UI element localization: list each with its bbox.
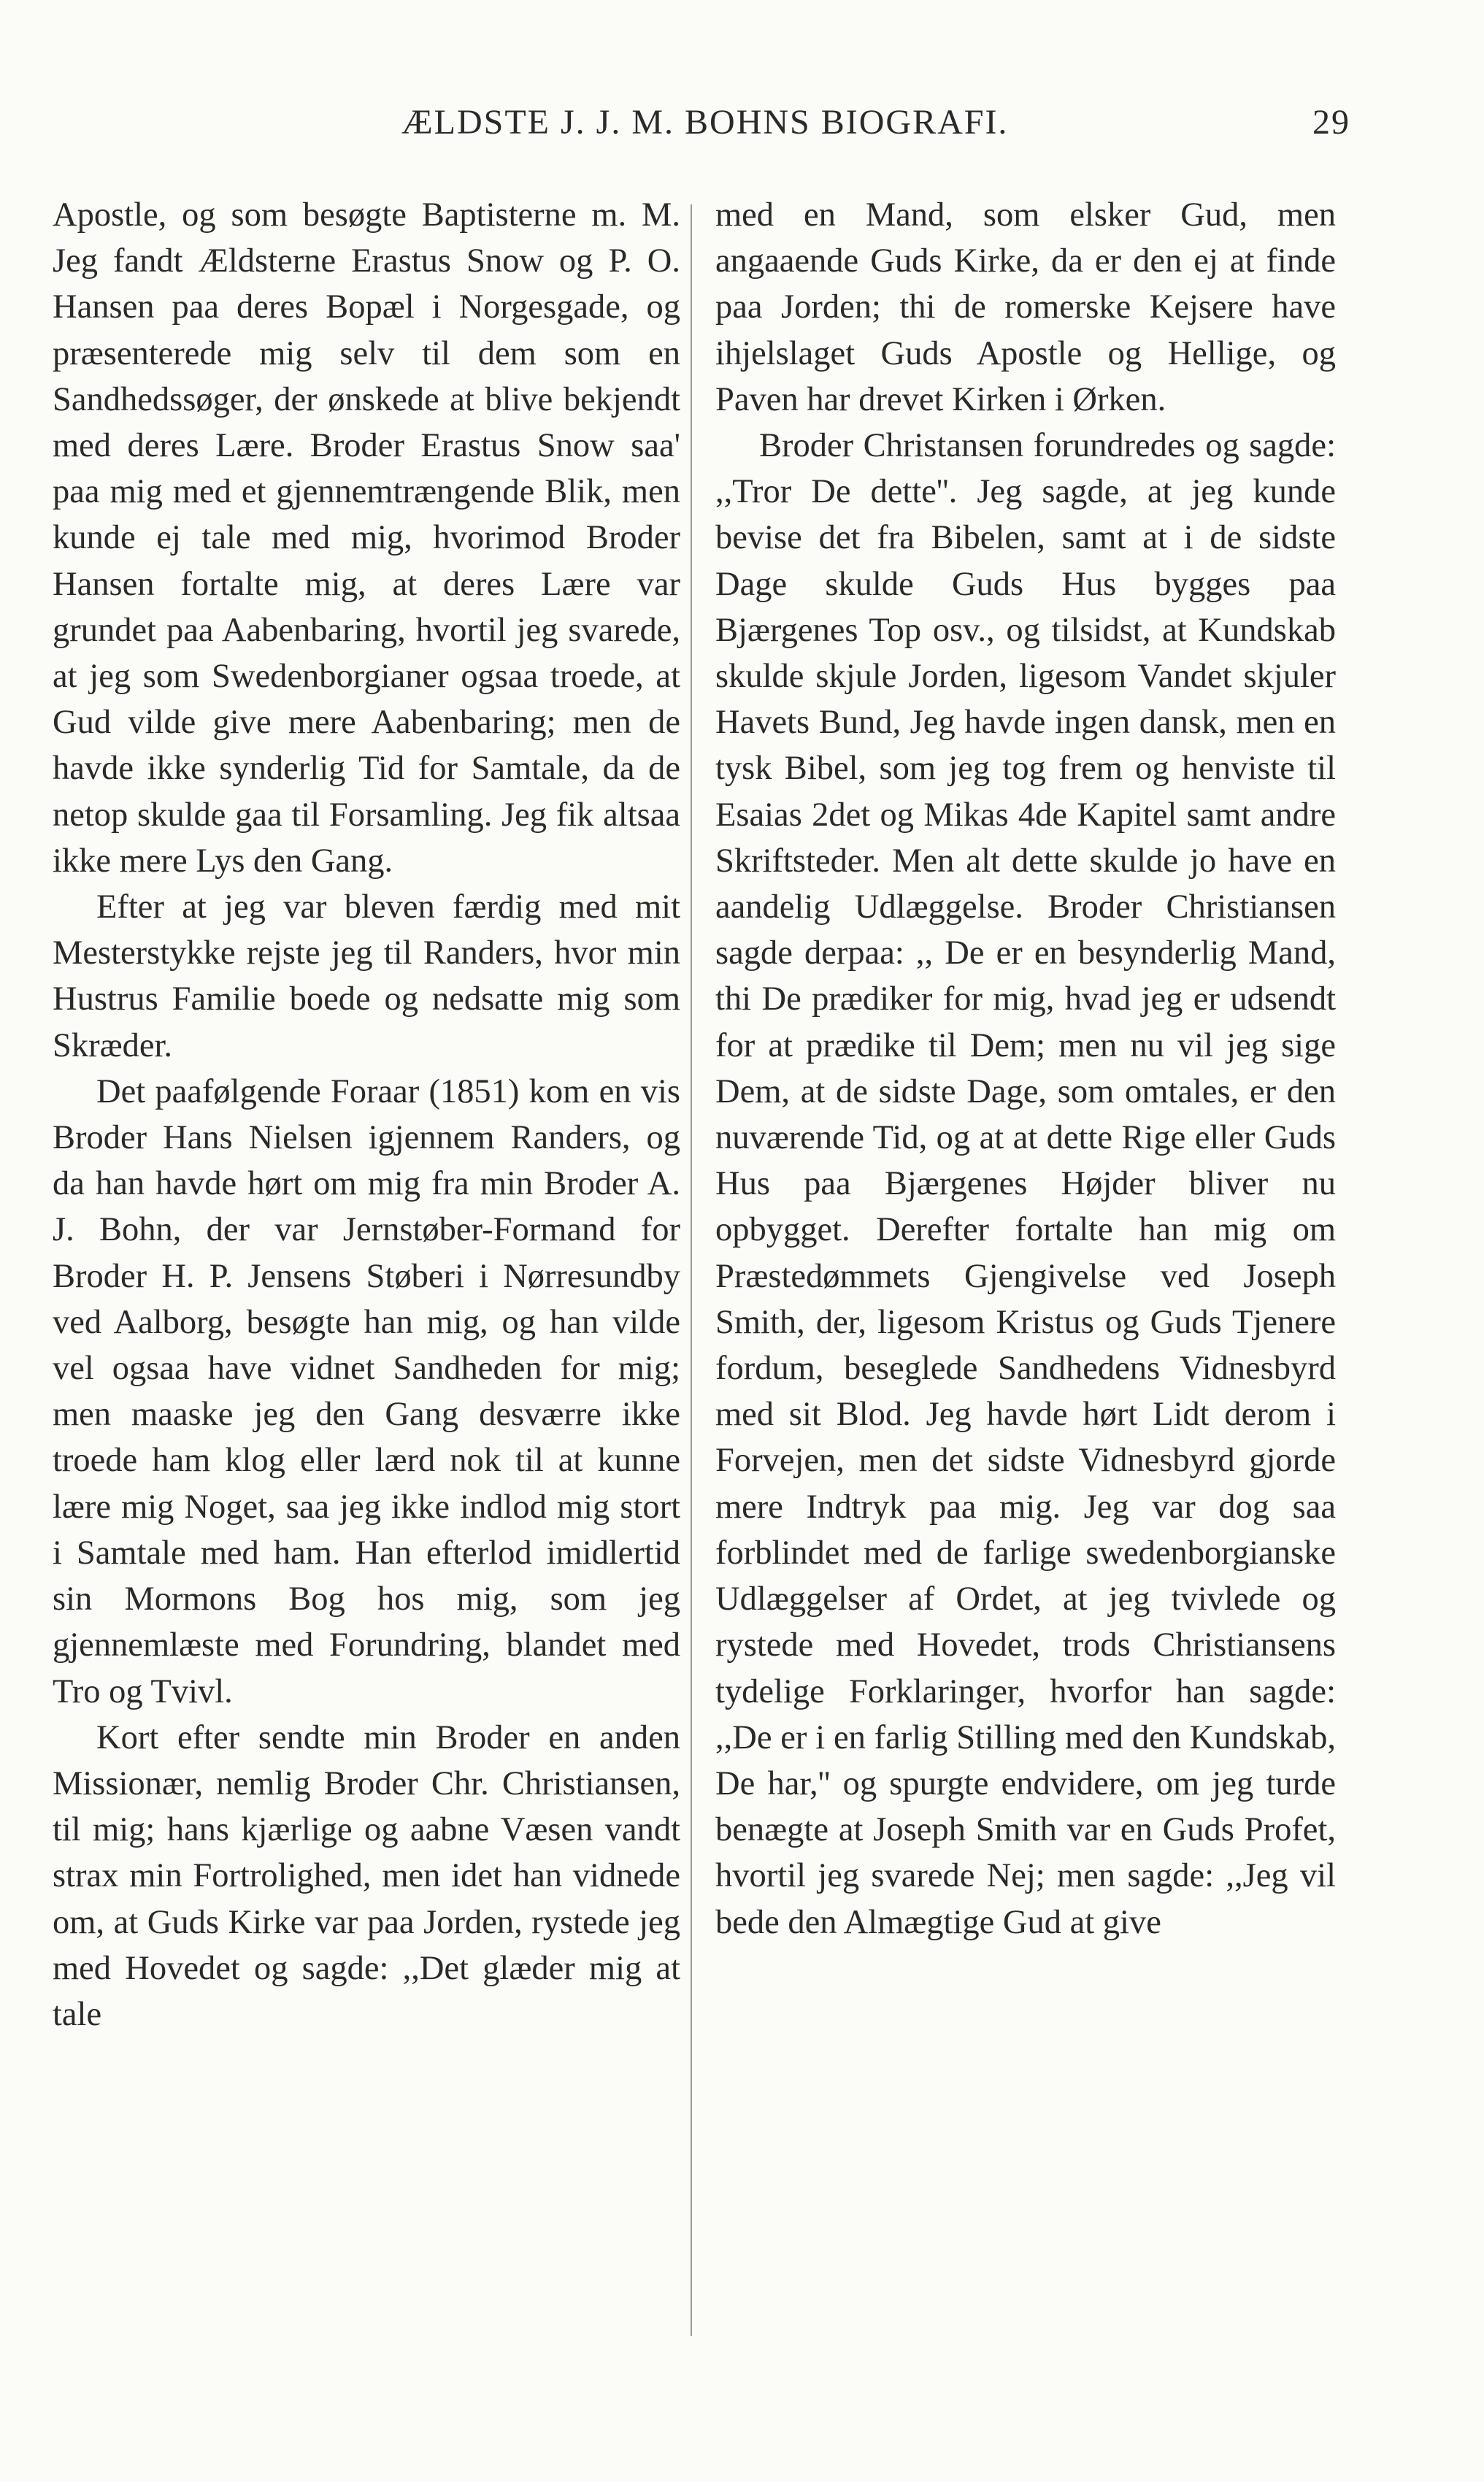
paragraph: Apostle, og som besøgte Baptisterne m. M. Jeg fandt Ældsterne Erastus Snow og P. O. Hansen paa deres Bopæl i Norgesgade, og præsenterede mig selv til dem som en Sandhedssøger, der ønskede at blive bekjendt med deres Lære. Broder Erastus Snow saa' paa mig med et gjennemtrængende Blik, men kunde ej tale med mig, hvorimod Broder Hansen fortalte mig, at deres Lære var grundet paa Aabenbaring, hvortil jeg svarede, at jeg som Swedenborgianer ogsaa troede, at Gud vilde give mere Aabenbaring; men de havde ikke synderlig Tid for Samtale, da de netop skulde gaa til Forsamling. Jeg fik altsaa ikke mere Lys den Gang. [53,196,680,880]
paragraph: Broder Christansen forundredes og sagde: ,,Tror De dette''. Jeg sagde, at jeg kunde bevise det fra Bibelen, samt at i de sidste Dage skulde Guds Hus bygges paa Bjærgenes Top osv., og tilsidst, at Kundskab skulde skjule Jorden, ligesom Vandet skjuler Havets Bund, Jeg havde ingen dansk, men en tysk Bibel, som jeg tog frem og henviste til Esaias 2det og Mikas 4de Kapitel samt andre Skriftsteder. Men alt dette skulde jo have en aandelig Udlæggelse. Broder Christiansen sagde derpaa: ,, De er en besynderlig Mand, thi De prædiker for mig, hvad jeg er udsendt for at prædike til Dem; men nu vil jeg sige Dem, at de sidste Dage, som omtales, er den nuværende Tid, og at at dette Rige eller Guds Hus paa Bjærgenes Højder bliver nu opbygget. Derefter fortalte han mig om Præstedømmets Gjengivelse ved Joseph Smith, der, ligesom Kristus og Guds Tjenere fordum, beseglede Sandhedens Vidnesbyrd med sit Blod. Jeg havde hørt Lidt derom i Forvejen, men det sidste Vidnesbyrd gjorde mere Indtryk paa mig. Jeg var dog saa forblindet med de farlige swedenborgianske Udlæggelser af Ordet, at jeg tvivlede og rystede med Hovedet, trods Christiansens tydelige Forklaringer, hvorfor han sagde: ,,De er i en farlig Stilling med den Kundskab, De har,'' og spurgte endvidere, om jeg turde benægte at Joseph Smith var en Guds Profet, hvortil jeg svarede Nej; men sagde: ,,Jeg vil bede den Almægtige Gud at give [715,427,1336,1941]
paragraph: med en Mand, som elsker Gud, men angaaende Guds Kirke, da er den ej at finde paa Jorden; thi de romerske Kejsere have ihjelslaget Guds Apostle og Hellige, og Paven har drevet Kirken i Ørken. [715,196,1336,418]
page-number: 29 [1312,103,1350,142]
running-title: ÆLDSTE J. J. M. BOHNS BIOGRAFI. [401,103,1009,142]
paragraph: Efter at jeg var bleven færdig med mit Mesterstykke rejste jeg til Randers, hvor min Hustrus Familie boede og nedsatte mig som Skræder. [53,888,680,1064]
page-header [51,102,1350,146]
paragraph: Det paafølgende Foraar (1851) kom en vis Broder Hans Nielsen igjennem Randers, og da han havde hørt om mig fra min Broder A. J. Bohn, der var Jernstøber-Formand for Broder H. P. Jensens Støberi i Nørresundby ved Aalborg, besøgte han mig, og han vilde vel ogsaa have vidnet Sandheden for mig; men maaske jeg den Gang desværre ikke troede ham klog eller lærd nok til at kunne lære mig Noget, saa jeg ikke indlod mig stort i Samtale med ham. Han efterlod imidlertid sin Mormons Bog hos mig, som jeg gjennemlæste med Forundring, blandet med Tro og Tvivl. [53,1072,680,1710]
left-column [53,192,680,2037]
right-column [715,192,1336,1945]
paragraph: Kort efter sendte min Broder en anden Missionær, nemlig Broder Chr. Christiansen, til mig; hans kjærlige og aabne Væsen vandt strax min Fortrolighed, men idet han vidnede om, at Guds Kirke var paa Jorden, rystede jeg med Hovedet og sagde: ,,Det glæder mig at tale [53,1718,680,2033]
column-divider [691,204,692,2336]
